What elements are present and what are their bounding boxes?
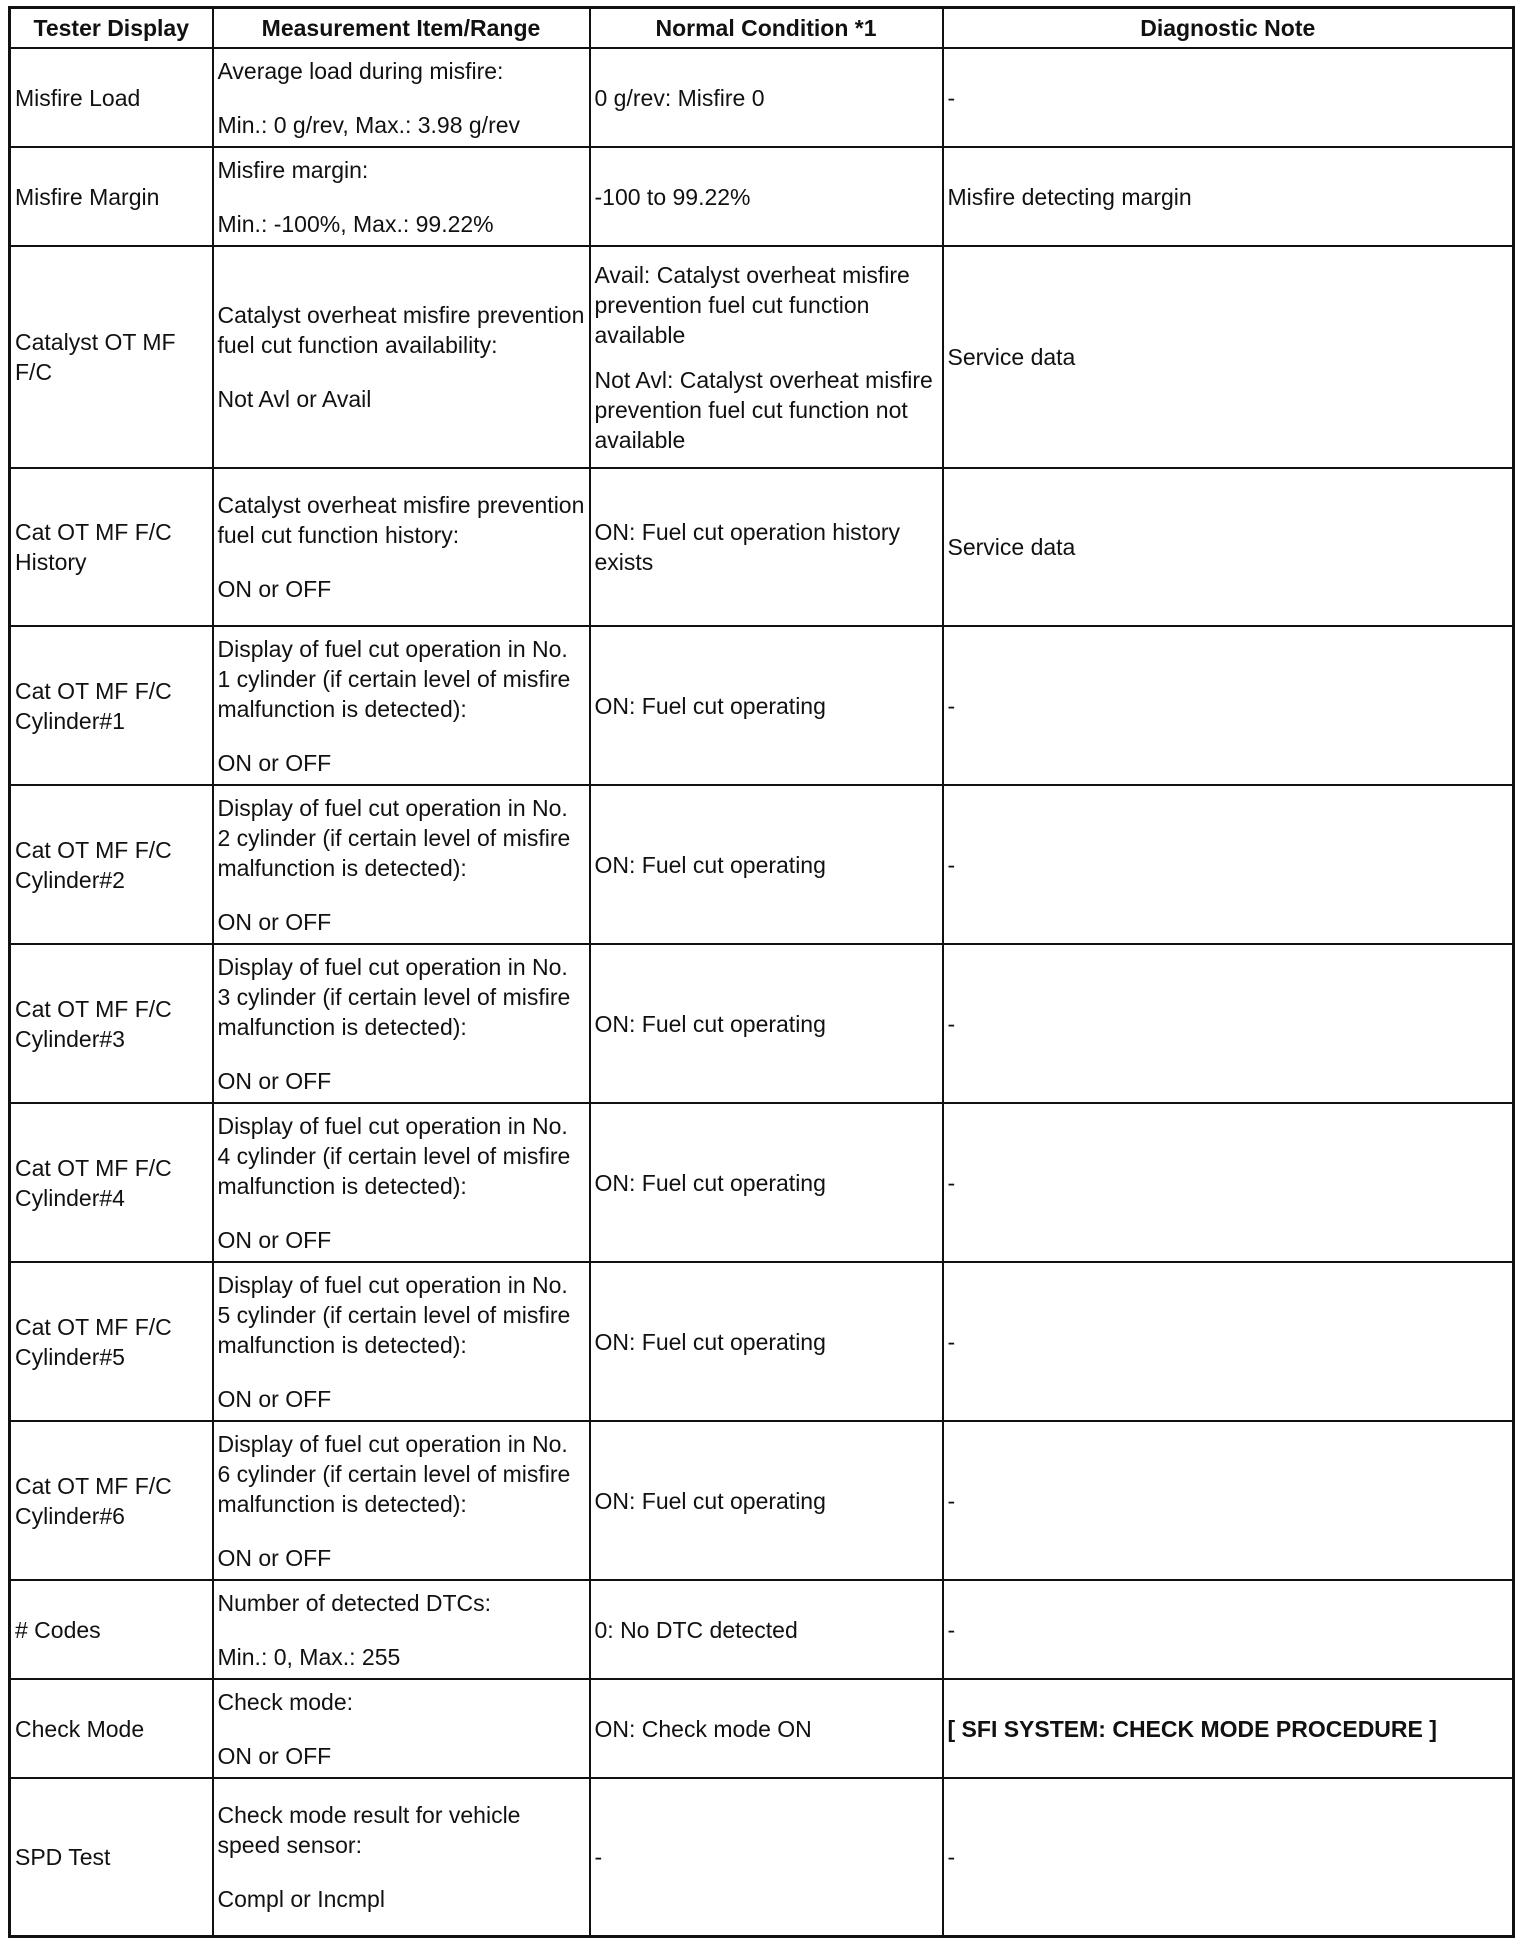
table-row: [10, 944, 1514, 1103]
measurement-range: ON or OFF: [217, 749, 332, 776]
measurement-range: Min.: -100%, Max.: 99.22%: [217, 210, 494, 237]
measurement-cell: [213, 1580, 590, 1679]
normal-condition-text: ON: Fuel cut operating: [594, 1169, 826, 1196]
tester-display-cell: Cat OT MF F/C Cylinder#5: [10, 1262, 213, 1421]
normal-condition-cell: [590, 246, 943, 468]
tester-display-cell: Cat OT MF F/C History: [10, 468, 213, 626]
tester-display-cell: Cat OT MF F/C Cylinder#2: [10, 785, 213, 944]
header-measurement-item: Measurement Item/Range: [213, 8, 590, 49]
measurement-text: Catalyst overheat misfire prevention fuel cut function availability:: [217, 302, 585, 358]
measurement-cell: [213, 1778, 590, 1937]
table-row: [10, 147, 1514, 246]
tester-display-cell: Catalyst OT MF F/C: [10, 246, 213, 468]
measurement-cell: [213, 626, 590, 785]
measurement-cell: [213, 147, 590, 246]
normal-condition-text: ON: Fuel cut operation history exists: [594, 519, 901, 575]
diagnostic-note-cell: -: [943, 1103, 1514, 1262]
table-row: [10, 1580, 1514, 1679]
measurement-range: ON or OFF: [217, 1544, 332, 1571]
normal-condition-text: ON: Check mode ON: [594, 1715, 812, 1742]
normal-condition-text: Avail: Catalyst overheat misfire prevention fuel cut function available: [594, 261, 910, 348]
measurement-cell: [213, 1679, 590, 1778]
table-row: [10, 785, 1514, 944]
table-row: [10, 246, 1514, 468]
normal-condition-cell: [590, 785, 943, 944]
normal-condition-cell: [590, 626, 943, 785]
normal-condition-text: ON: Fuel cut operating: [594, 1010, 826, 1037]
measurement-cell: [213, 944, 590, 1103]
normal-condition-text: -100 to 99.22%: [594, 183, 751, 210]
diagnostic-note-cell: -: [943, 1580, 1514, 1679]
measurement-range: ON or OFF: [217, 1385, 332, 1412]
diagnostic-note-cell: Misfire detecting margin: [943, 147, 1514, 246]
tester-display-cell: Check Mode: [10, 1679, 213, 1778]
measurement-text: Display of fuel cut operation in No. 5 cylinder (if certain level of misfire malfunction is detected):: [217, 1271, 571, 1358]
measurement-cell: [213, 468, 590, 626]
tester-display-cell: SPD Test: [10, 1778, 213, 1937]
measurement-range: Compl or Incmpl: [217, 1886, 385, 1912]
normal-condition-text: ON: Fuel cut operating: [594, 1487, 826, 1514]
diagnostic-note-cell: -: [943, 1778, 1514, 1937]
measurement-range: ON or OFF: [217, 1742, 332, 1769]
normal-condition-cell: [590, 1778, 943, 1937]
diagnostic-note-cell: Service data: [943, 246, 1514, 468]
measurement-text: Display of fuel cut operation in No. 3 cylinder (if certain level of misfire malfunction is detected):: [217, 953, 571, 1040]
measurement-cell: [213, 48, 590, 147]
measurement-range: ON or OFF: [217, 1226, 332, 1253]
measurement-text: Display of fuel cut operation in No. 4 cylinder (if certain level of misfire malfunction is detected):: [217, 1112, 571, 1199]
diagnostic-note-cell: -: [943, 626, 1514, 785]
measurement-cell: [213, 785, 590, 944]
normal-condition-text: Not Avl: Catalyst overheat misfire prevention fuel cut function not available: [594, 366, 933, 453]
diagnostic-note-cell: Service data: [943, 468, 1514, 626]
header-normal-condition: Normal Condition *1: [590, 8, 943, 49]
diagnostic-note-cell: -: [943, 785, 1514, 944]
header-tester-display: Tester Display: [10, 8, 213, 49]
measurement-text: Display of fuel cut operation in No. 1 cylinder (if certain level of misfire malfunction is detected):: [217, 635, 571, 722]
diagnostic-note-cell: -: [943, 48, 1514, 147]
measurement-text: Catalyst overheat misfire prevention fuel cut function history:: [217, 492, 585, 548]
measurement-cell: [213, 1103, 590, 1262]
diagnostic-note-cell: -: [943, 1262, 1514, 1421]
diagnostic-note-cell: -: [943, 944, 1514, 1103]
measurement-text: Number of detected DTCs:: [217, 1589, 492, 1616]
tester-display-cell: Misfire Load: [10, 48, 213, 147]
normal-condition-text: -: [594, 1844, 603, 1870]
table-row: [10, 1778, 1514, 1937]
normal-condition-cell: [590, 1421, 943, 1580]
normal-condition-cell: [590, 944, 943, 1103]
normal-condition-text: ON: Fuel cut operating: [594, 851, 826, 878]
measurement-text: Average load during misfire:: [217, 57, 504, 84]
data-list-table: [8, 6, 1515, 1938]
header-row: [10, 8, 1514, 49]
normal-condition-cell: [590, 1262, 943, 1421]
measurement-range: ON or OFF: [217, 908, 332, 935]
normal-condition-text: 0 g/rev: Misfire 0: [594, 84, 765, 111]
measurement-text: Display of fuel cut operation in No. 6 cylinder (if certain level of misfire malfunction is detected):: [217, 1430, 571, 1517]
table-row: [10, 468, 1514, 626]
tester-display-cell: Cat OT MF F/C Cylinder#4: [10, 1103, 213, 1262]
diagnostic-note-cell: [943, 1679, 1514, 1778]
diagnostic-note-cell: -: [943, 1421, 1514, 1580]
normal-condition-text: ON: Fuel cut operating: [594, 692, 826, 719]
measurement-text: Check mode result for vehicle speed sensor:: [217, 1802, 521, 1858]
header-diagnostic-note: Diagnostic Note: [943, 8, 1514, 49]
tester-display-cell: Misfire Margin: [10, 147, 213, 246]
measurement-range: Not Avl or Avail: [217, 386, 372, 412]
tester-display-cell: Cat OT MF F/C Cylinder#3: [10, 944, 213, 1103]
table-row: [10, 1679, 1514, 1778]
table-row: [10, 1103, 1514, 1262]
normal-condition-text: ON: Fuel cut operating: [594, 1328, 826, 1355]
measurement-range: ON or OFF: [217, 576, 332, 602]
normal-condition-cell: [590, 48, 943, 147]
measurement-range: Min.: 0, Max.: 255: [217, 1643, 401, 1670]
measurement-text: Display of fuel cut operation in No. 2 cylinder (if certain level of misfire malfunction is detected):: [217, 794, 571, 881]
normal-condition-cell: [590, 1103, 943, 1262]
check-mode-procedure-link[interactable]: [ SFI SYSTEM: CHECK MODE PROCEDURE ]: [947, 1715, 1437, 1742]
normal-condition-cell: [590, 147, 943, 246]
normal-condition-cell: [590, 1580, 943, 1679]
table-row: [10, 48, 1514, 147]
normal-condition-cell: [590, 468, 943, 626]
tester-display-cell: # Codes: [10, 1580, 213, 1679]
measurement-text: Misfire margin:: [217, 156, 369, 183]
measurement-text: Check mode:: [217, 1688, 354, 1715]
table-row: [10, 1421, 1514, 1580]
tester-display-cell: Cat OT MF F/C Cylinder#1: [10, 626, 213, 785]
tester-display-cell: Cat OT MF F/C Cylinder#6: [10, 1421, 213, 1580]
table-row: [10, 626, 1514, 785]
measurement-range: ON or OFF: [217, 1067, 332, 1094]
normal-condition-text: 0: No DTC detected: [594, 1616, 798, 1643]
normal-condition-cell: [590, 1679, 943, 1778]
table-row: [10, 1262, 1514, 1421]
measurement-cell: [213, 1421, 590, 1580]
measurement-cell: [213, 246, 590, 468]
measurement-cell: [213, 1262, 590, 1421]
measurement-range: Min.: 0 g/rev, Max.: 3.98 g/rev: [217, 111, 521, 138]
